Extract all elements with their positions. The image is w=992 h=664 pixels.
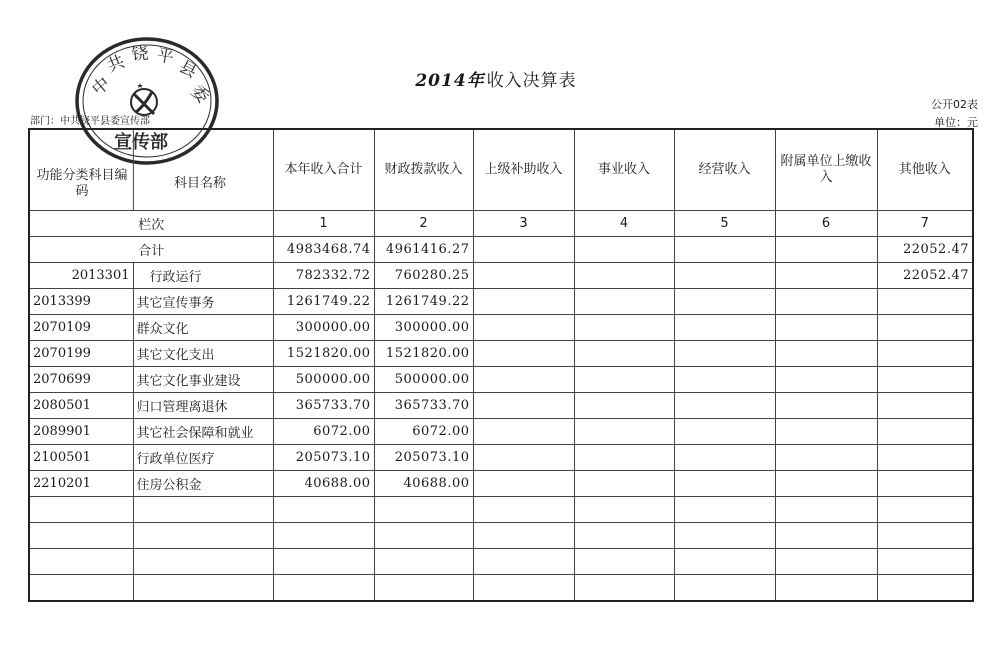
row-code: 2080501 (29, 393, 133, 419)
total-cell (674, 237, 775, 263)
row-value (775, 341, 877, 367)
row-value (674, 471, 775, 497)
table-row (29, 315, 973, 341)
empty-cell (574, 549, 674, 575)
row-name: 其它文化支出 (133, 341, 273, 367)
empty-cell (877, 549, 973, 575)
table-row (29, 367, 973, 393)
table-row (29, 419, 973, 445)
row-name: 归口管理离退休 (133, 393, 273, 419)
row-value (877, 315, 973, 341)
empty-cell (674, 497, 775, 523)
empty-row (29, 497, 973, 523)
row-code: 2070199 (29, 341, 133, 367)
row-value: 782332.72 (273, 263, 374, 289)
header-row (29, 129, 973, 211)
svg-text:共: 共 (104, 51, 128, 77)
index-cell: 5 (674, 211, 775, 237)
empty-cell (374, 523, 473, 549)
row-value: 6072.00 (273, 419, 374, 445)
row-value: 500000.00 (374, 367, 473, 393)
empty-cell (775, 575, 877, 602)
row-value: 365733.70 (374, 393, 473, 419)
header-code: 功能分类科目编码 (36, 168, 128, 199)
row-value (775, 419, 877, 445)
row-value (574, 367, 674, 393)
empty-cell (29, 549, 133, 575)
header-col-6: 附属单位上缴收入 (775, 129, 877, 211)
row-value: 300000.00 (374, 315, 473, 341)
empty-row (29, 575, 973, 602)
row-name: 群众文化 (133, 315, 273, 341)
row-value (877, 445, 973, 471)
form-number: 公开02表 (931, 98, 978, 111)
row-name: 其它文化事业建设 (133, 367, 273, 393)
row-name: 其它社会保障和就业 (133, 419, 273, 445)
row-code: 2070699 (29, 367, 133, 393)
header-name: 科目名称 (173, 176, 226, 191)
empty-cell (133, 523, 273, 549)
row-value (877, 367, 973, 393)
row-value: 40688.00 (273, 471, 374, 497)
row-value (574, 315, 674, 341)
row-value (775, 445, 877, 471)
row-value (473, 289, 574, 315)
row-value (574, 289, 674, 315)
row-value (473, 315, 574, 341)
row-name: 住房公积金 (133, 471, 273, 497)
row-value (574, 471, 674, 497)
row-value (877, 471, 973, 497)
row-code: 2100501 (29, 445, 133, 471)
row-name: 行政单位医疗 (133, 445, 273, 471)
index-cell: 6 (775, 211, 877, 237)
row-value (574, 419, 674, 445)
empty-cell (133, 497, 273, 523)
row-value (877, 341, 973, 367)
empty-cell (374, 497, 473, 523)
row-value: 22052.47 (877, 263, 973, 289)
empty-cell (133, 575, 273, 602)
row-value (473, 341, 574, 367)
row-value (775, 471, 877, 497)
row-value (775, 263, 877, 289)
empty-cell (273, 549, 374, 575)
row-value (473, 393, 574, 419)
header-col-5: 经营收入 (674, 129, 775, 211)
row-value (674, 393, 775, 419)
income-table (28, 128, 974, 602)
unit-label: 单位：元 (934, 116, 978, 129)
row-value (775, 315, 877, 341)
index-cell: 1 (273, 211, 374, 237)
row-value: 760280.25 (374, 263, 473, 289)
empty-cell (273, 523, 374, 549)
row-value (775, 393, 877, 419)
row-code: 2070109 (29, 315, 133, 341)
row-value (473, 445, 574, 471)
empty-row (29, 523, 973, 549)
svg-text:平: 平 (155, 45, 176, 68)
header-col-4: 事业收入 (574, 129, 674, 211)
empty-cell (674, 575, 775, 602)
empty-cell (473, 575, 574, 602)
table-row (29, 393, 973, 419)
empty-cell (29, 523, 133, 549)
row-value (473, 367, 574, 393)
empty-cell (674, 523, 775, 549)
total-cell (473, 237, 574, 263)
empty-cell (473, 549, 574, 575)
row-value (674, 315, 775, 341)
row-code: 2013399 (29, 289, 133, 315)
svg-text:中: 中 (88, 73, 115, 100)
empty-cell (273, 497, 374, 523)
total-cell (574, 237, 674, 263)
row-value: 500000.00 (273, 367, 374, 393)
empty-cell (273, 575, 374, 602)
row-value (877, 393, 973, 419)
row-value: 365733.70 (273, 393, 374, 419)
row-name: 其它宣传事务 (133, 289, 273, 315)
row-code: 2210201 (29, 471, 133, 497)
total-cell: 22052.47 (877, 237, 973, 263)
row-value (574, 341, 674, 367)
empty-cell (877, 497, 973, 523)
index-cell: 4 (574, 211, 674, 237)
empty-cell (574, 523, 674, 549)
table-row (29, 341, 973, 367)
row-value (877, 419, 973, 445)
empty-cell (29, 575, 133, 602)
header-col-7: 其他收入 (877, 129, 973, 211)
index-row (29, 211, 973, 237)
row-value: 205073.10 (273, 445, 374, 471)
row-value (473, 471, 574, 497)
empty-cell (574, 497, 674, 523)
empty-cell (877, 575, 973, 602)
empty-cell (473, 497, 574, 523)
row-value (674, 289, 775, 315)
empty-cell (877, 523, 973, 549)
title-year-handwritten: 2014年 (415, 71, 485, 91)
page-title (0, 66, 992, 91)
header-col-1: 本年收入合计 (273, 129, 374, 211)
department-label: 部门：中共铙平县委宣传部 (30, 116, 150, 127)
table-row (29, 289, 973, 315)
svg-text:委: 委 (186, 81, 213, 108)
empty-cell (473, 523, 574, 549)
total-cell (775, 237, 877, 263)
header-code-name-cell (29, 129, 273, 211)
empty-cell (775, 549, 877, 575)
row-value (674, 445, 775, 471)
empty-cell (374, 549, 473, 575)
row-name: 行政运行 (133, 263, 273, 289)
table-row (29, 445, 973, 471)
row-value (775, 289, 877, 315)
row-value: 1261749.22 (374, 289, 473, 315)
table-row (29, 471, 973, 497)
row-value (473, 263, 574, 289)
row-value: 6072.00 (374, 419, 473, 445)
empty-cell (29, 497, 133, 523)
index-cell: 2 (374, 211, 473, 237)
empty-cell (574, 575, 674, 602)
title-text: 收入决算表 (486, 71, 577, 91)
row-value (674, 341, 775, 367)
row-code: 2089901 (29, 419, 133, 445)
svg-text:宣传部: 宣传部 (114, 132, 168, 153)
row-value: 1521820.00 (374, 341, 473, 367)
total-row (29, 237, 973, 263)
row-value (674, 367, 775, 393)
row-value (473, 419, 574, 445)
empty-cell (674, 549, 775, 575)
empty-cell (133, 549, 273, 575)
row-value (574, 263, 674, 289)
row-value: 1261749.22 (273, 289, 374, 315)
header-col-3: 上级补助收入 (473, 129, 574, 211)
total-cell: 4961416.27 (374, 237, 473, 263)
svg-text:铙: 铙 (130, 43, 150, 65)
row-value (775, 367, 877, 393)
row-code: 2013301 (29, 263, 133, 289)
row-value: 40688.00 (374, 471, 473, 497)
row-value (674, 263, 775, 289)
empty-cell (775, 523, 877, 549)
empty-cell (775, 497, 877, 523)
index-cell: 7 (877, 211, 973, 237)
svg-text:县: 县 (175, 56, 201, 83)
row-value (674, 419, 775, 445)
row-value (574, 393, 674, 419)
table-row (29, 263, 973, 289)
header-col-2: 财政拨款收入 (374, 129, 473, 211)
index-label: 栏次 (29, 211, 273, 237)
row-value: 1521820.00 (273, 341, 374, 367)
total-label: 合计 (29, 237, 273, 263)
total-cell: 4983468.74 (273, 237, 374, 263)
row-value: 300000.00 (273, 315, 374, 341)
row-value: 205073.10 (374, 445, 473, 471)
row-value (877, 289, 973, 315)
empty-row (29, 549, 973, 575)
empty-cell (374, 575, 473, 602)
row-value (574, 445, 674, 471)
index-cell: 3 (473, 211, 574, 237)
